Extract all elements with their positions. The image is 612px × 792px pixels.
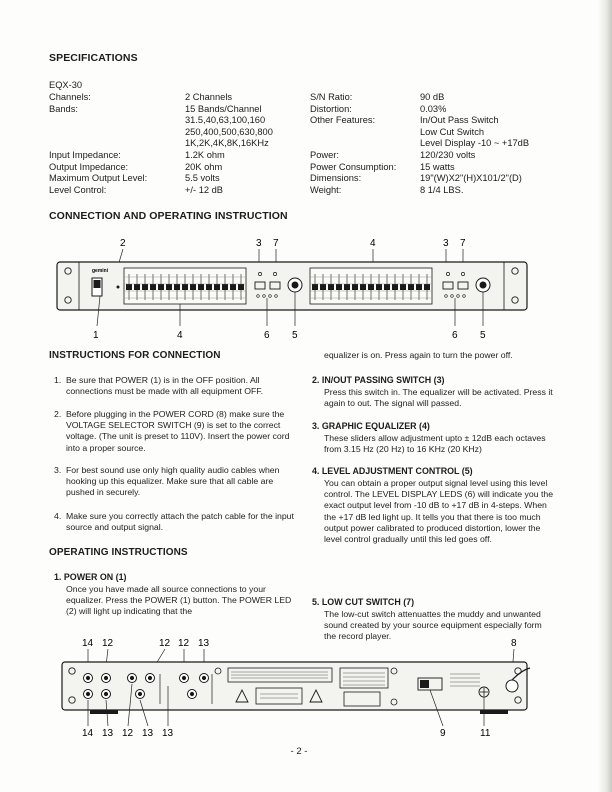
callout-4: 4	[370, 238, 376, 249]
spec-label: Output Impedance:	[49, 161, 129, 172]
rear-callout-12b: 12	[159, 638, 171, 649]
spec-label: Input Impedance:	[49, 150, 121, 160]
rear-callout-12: 12	[102, 638, 114, 649]
slider-cap	[400, 284, 406, 290]
spec-value: 120/230 volts	[420, 150, 476, 160]
spec-value: 15 watts	[420, 161, 455, 172]
rear-callout-13: 13	[198, 638, 210, 649]
rear-callout-11: 11	[480, 728, 491, 739]
spec-label: Distortion:	[310, 103, 352, 114]
in-out-text: Press this switch in. The equalizer will be activated. Press it again to out. The signal will passed.	[324, 387, 553, 409]
callout-6: 6	[264, 330, 270, 341]
front-panel-diagram	[55, 234, 530, 344]
callout-4-bottom: 4	[177, 330, 183, 341]
spec-value: 0.03%	[420, 103, 447, 114]
rear-panel-diagram	[60, 634, 535, 746]
slider-cap	[166, 284, 172, 290]
spec-label: S/N Ratio:	[310, 92, 353, 102]
power-on-title: 1. POWER ON (1)	[54, 572, 127, 582]
operating-instructions-heading: OPERATING INSTRUCTIONS	[49, 547, 188, 558]
connection-item-3: 3. For best sound use only high quality audio cables when hooking up this equalizer. Make sure that all cable are pushed in securely.	[54, 465, 280, 498]
graphic-eq-text: These sliders allow adjustment upto ± 12dB each octaves from 3.15 Hz (20 Hz) to 16 KHz (20 KHz)	[324, 433, 546, 455]
slider-cap	[206, 284, 212, 290]
in-out-title: 2. IN/OUT PASSING SWITCH (3)	[312, 375, 445, 385]
slider-cap	[158, 284, 164, 290]
eq-slider-bank-left	[124, 268, 246, 304]
model-name: EQX-30	[49, 80, 83, 90]
spec-label: Channels:	[49, 92, 91, 102]
spec-label: Maximum Output Level:	[49, 173, 148, 184]
slider-cap	[384, 284, 390, 290]
slider-cap	[182, 284, 188, 290]
power-cord	[506, 680, 518, 692]
slider-cap	[344, 284, 350, 290]
callout-6b: 6	[452, 330, 458, 341]
slider-cap	[198, 284, 204, 290]
rear-callout-14: 14	[82, 638, 94, 649]
slider-cap	[360, 284, 366, 290]
slider-cap	[150, 284, 156, 290]
brand-logo: gemini	[92, 268, 109, 274]
slider-cap	[328, 284, 334, 290]
slider-cap	[408, 284, 414, 290]
spec-value: 5.5 volts	[185, 173, 220, 184]
spec-label: Power Consumption:	[310, 161, 397, 172]
level-adjust-title: 4. LEVEL ADJUSTMENT CONTROL (5)	[312, 466, 473, 476]
spec-value: 2 Channels	[185, 92, 233, 102]
power-on-continued: equalizer is on. Press again to turn the power off.	[324, 350, 513, 360]
slider-cap	[392, 284, 398, 290]
slider-cap	[230, 284, 236, 290]
level-adjust-text: You can obtain a proper output signal level using this level control. The LEVEL DISPLAY LEDS (6) will indicate you the exact output level from -10 dB to +17 dB in 4-steps. When the +17 dB led light up. It tells you that there is too much output power calibrated to produced distortion, lower the level control gradually until this led goes off.	[324, 478, 554, 545]
spec-value: 19"(W)X2"(H)X101/2"(D)	[420, 173, 522, 184]
spec-value: 20K ohm	[185, 161, 223, 172]
rear-callout-13b-bottom: 13	[142, 728, 154, 739]
slider-cap	[312, 284, 318, 290]
slider-cap	[142, 284, 148, 290]
callout-3b: 3	[443, 238, 449, 249]
rear-callout-13-bottom: 13	[102, 728, 114, 739]
spec-value: +/- 12 dB	[185, 184, 223, 195]
rear-callout-13c-bottom: 13	[162, 728, 174, 739]
spec-value-features: In/Out Pass Switch Low Cut Switch Level Display -10 ~ +17dB	[420, 115, 530, 149]
slider-cap	[134, 284, 140, 290]
slider-cap	[126, 284, 132, 290]
low-cut-title: 5. LOW CUT SWITCH (7)	[312, 597, 415, 607]
spec-label: Power:	[310, 150, 339, 160]
callout-7b: 7	[460, 238, 466, 249]
slider-cap	[376, 284, 382, 290]
spec-value-bands: 15 Bands/Channel 31.5,40,63,100,160 250,400,500,630,800 1K,2K,4K,8K,16KHz	[185, 103, 273, 149]
slider-cap	[368, 284, 374, 290]
rear-callout-8: 8	[511, 638, 517, 649]
page-number: - 2 -	[290, 746, 308, 757]
low-cut-text: The low-cut switch attenuattes the muddy and unwanted sound created by your source equipment especially form the record player.	[324, 609, 542, 642]
slider-cap	[416, 284, 422, 290]
connection-heading: CONNECTION AND OPERATING INSTRUCTION	[49, 210, 288, 222]
spec-label: Dimensions:	[310, 173, 362, 184]
callout-5b: 5	[480, 330, 486, 341]
spec-value: 90 dB	[420, 92, 445, 102]
slider-cap	[222, 284, 228, 290]
rear-callout-14-bottom: 14	[82, 728, 94, 739]
connection-item-1: 1. Be sure that POWER (1) is in the OFF position. All connections must be made with all equipment OFF.	[54, 375, 264, 397]
connection-item-2: 2. Before plugging in the POWER CORD (8) make sure the VOLTAGE SELECTOR SWITCH (9) is set to the correct voltage. (The unit is preset to 110V). Insert the power cord into a proper source.	[54, 409, 290, 453]
power-on-text: Once you have made all source connections to your equalizer. Press the POWER (1) button. The POWER LED (2) will light up indicating that the	[66, 584, 292, 617]
instructions-connection-heading: INSTRUCTIONS FOR CONNECTION	[49, 350, 221, 361]
slider-cap	[238, 284, 244, 290]
eq-slider-bank-right	[310, 268, 432, 304]
spec-label: Level Control:	[49, 184, 107, 195]
rear-callout-12-bottom: 12	[122, 728, 134, 739]
slider-cap	[352, 284, 358, 290]
slider-cap	[320, 284, 326, 290]
page-edge-shadow	[598, 0, 612, 792]
spec-label: Weight:	[310, 184, 342, 195]
callout-3: 3	[256, 238, 262, 249]
spec-label: Bands:	[49, 103, 78, 114]
slider-cap	[190, 284, 196, 290]
callout-2: 2	[120, 238, 126, 249]
specifications-heading: SPECIFICATIONS	[49, 52, 138, 64]
callout-1: 1	[93, 330, 99, 341]
spec-value: 1.2K ohm	[185, 150, 225, 160]
callout-5: 5	[292, 330, 298, 341]
rear-callout-12c: 12	[178, 638, 190, 649]
slider-cap	[214, 284, 220, 290]
graphic-eq-title: 3. GRAPHIC EQUALIZER (4)	[312, 421, 430, 431]
spec-label: Other Features:	[310, 115, 376, 126]
rear-callout-9: 9	[440, 728, 446, 739]
spec-value: 8 1/4 LBS.	[420, 184, 464, 195]
slider-cap	[424, 284, 430, 290]
callout-7: 7	[273, 238, 279, 249]
slider-cap	[336, 284, 342, 290]
connection-item-4: 4. Make sure you correctly attach the patch cable for the input source and output signal.	[54, 511, 294, 533]
slider-cap	[174, 284, 180, 290]
